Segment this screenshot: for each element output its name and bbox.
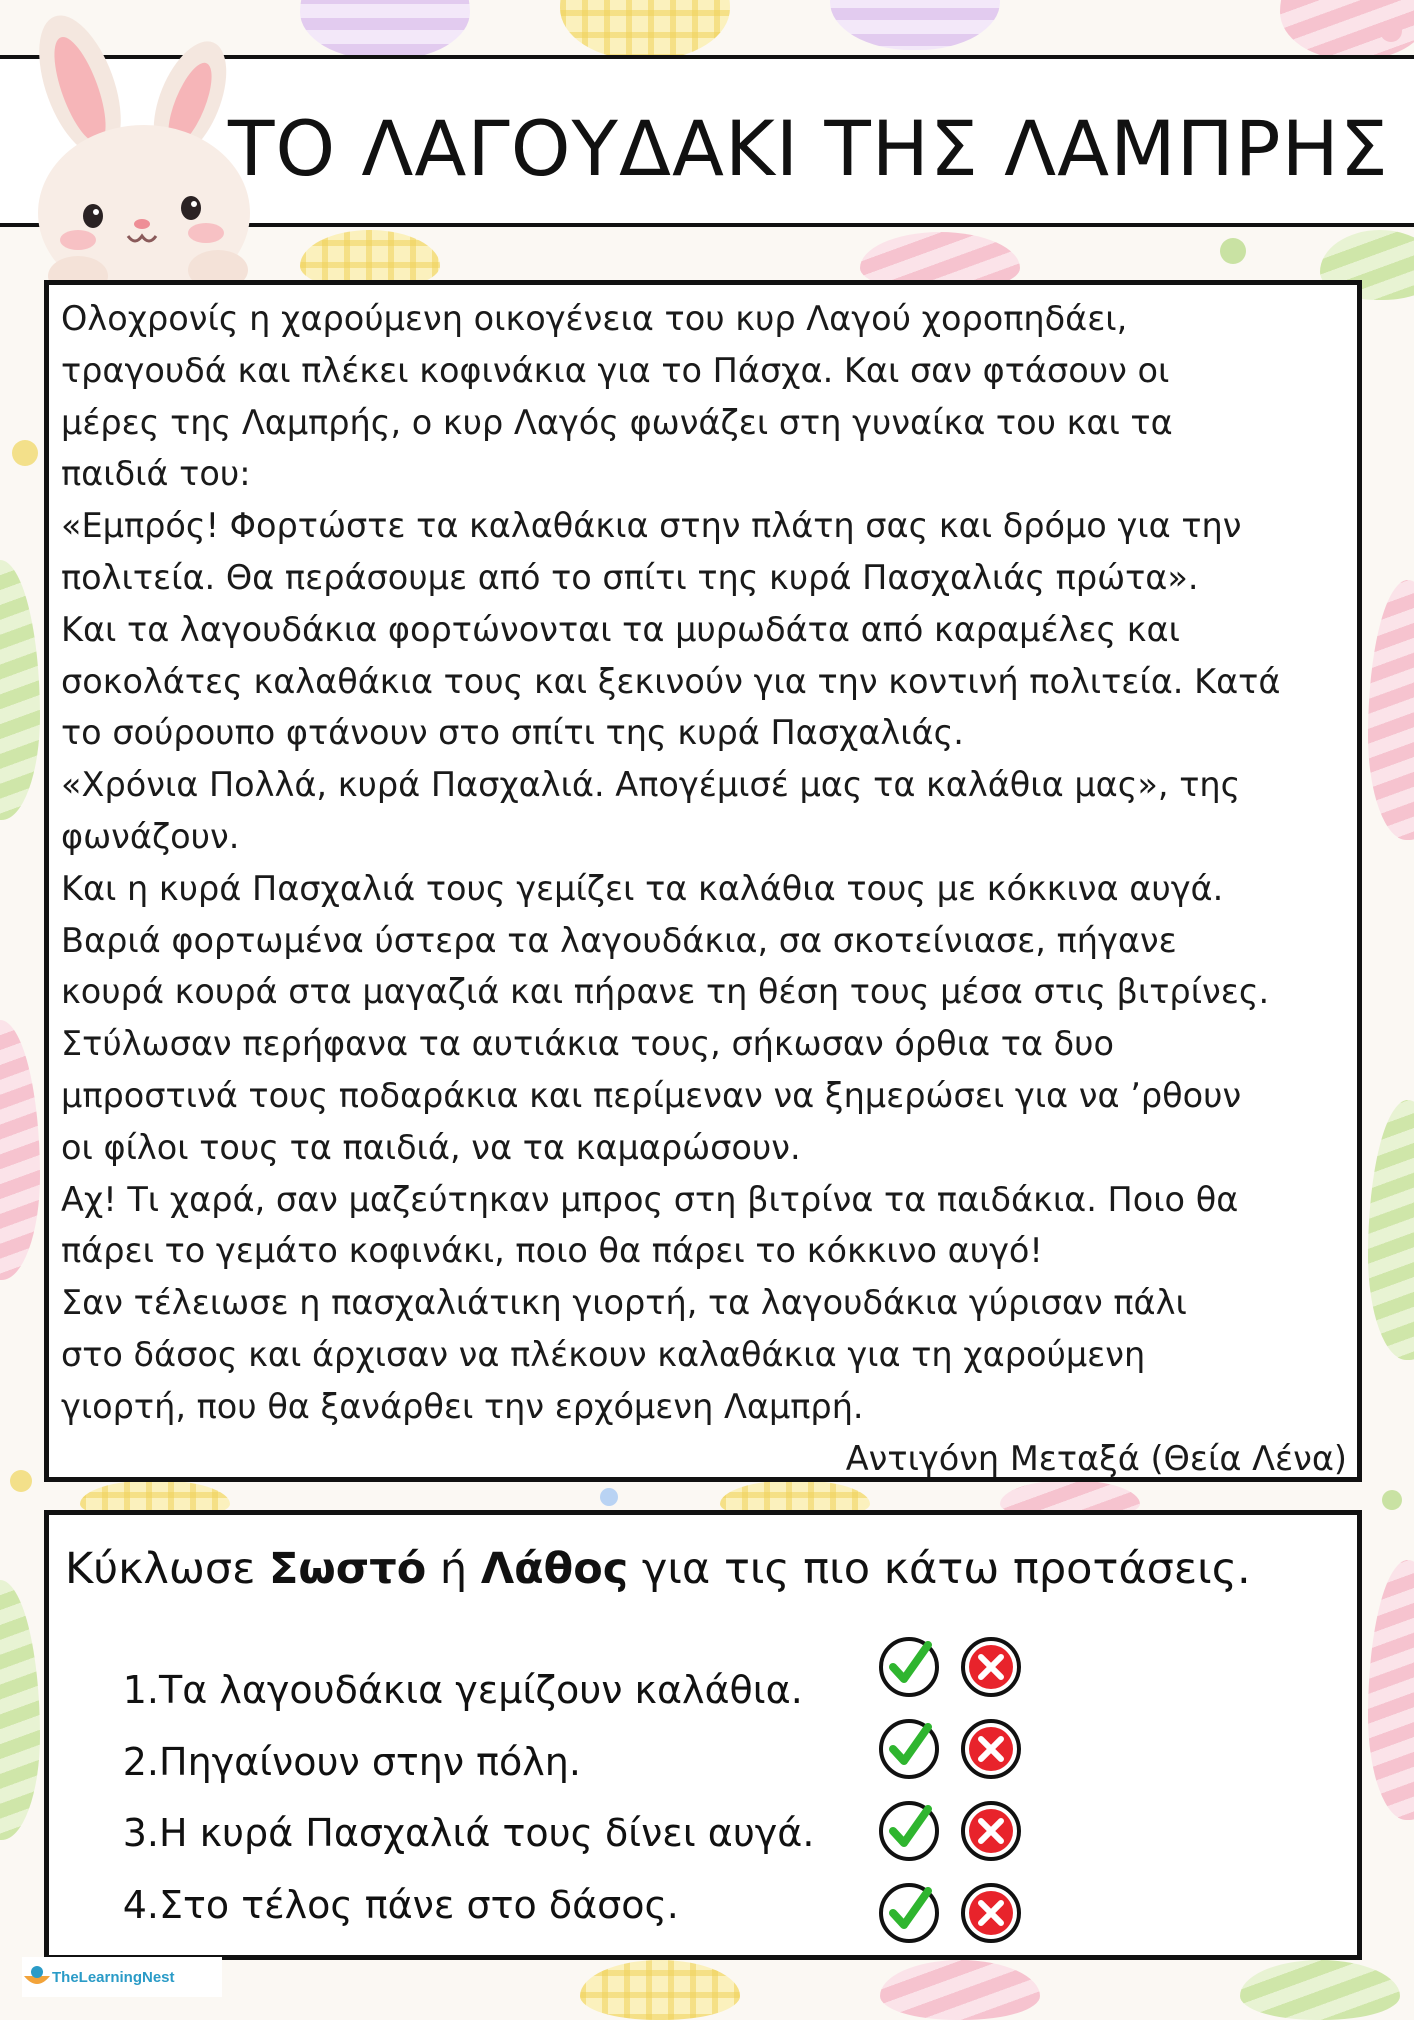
correct-check-icon[interactable] xyxy=(877,1633,941,1697)
story-line: γιορτή, που θα ξανάρθει την ερχόμενη Λαμπρή. xyxy=(61,1386,864,1426)
correct-check-icon[interactable] xyxy=(877,1797,941,1861)
story-line: Σαν τέλειωσε η πασχαλιάτικη γιορτή, τα λαγουδάκια γύρισαν πάλι xyxy=(61,1283,1187,1323)
nest-logo-icon xyxy=(22,1964,52,1990)
story-line: οι φίλοι τους τα παιδιά, να τα καμαρώσουν. xyxy=(61,1127,801,1167)
story-text xyxy=(61,293,1347,1433)
story-line: Βαριά φορτωμένα ύστερα τα λαγουδάκια, σα σκοτείνιασε, πήγανε xyxy=(61,920,1177,960)
story-line: «Χρόνια Πολλά, κυρά Πασχαλιά. Απογέμισέ μας τα καλάθια μας», της xyxy=(61,765,1241,805)
question-2: 2.Πηγαίνουν στην πόλη. xyxy=(122,1740,581,1784)
bunny-icon xyxy=(8,8,258,298)
correct-check-icon[interactable] xyxy=(877,1879,941,1943)
quiz-box xyxy=(44,1510,1362,1960)
story-line: φωνάζουν. xyxy=(61,816,240,856)
wrong-x-icon[interactable] xyxy=(959,1717,1023,1781)
story-line: πολιτεία. Θα περάσουμε από το σπίτι της κυρά Πασχαλιάς πρώτα». xyxy=(61,557,1199,597)
story-line: «Εμπρός! Φορτώστε τα καλαθάκια στην πλάτη σας και δρόμο για την xyxy=(61,506,1242,546)
quiz-instruction: Κύκλωσε Σωστό ή Λάθος για τις πιο κάτω προτάσεις. xyxy=(65,1544,1251,1594)
wrong-x-icon[interactable] xyxy=(959,1881,1023,1945)
question-1: 1.Τα λαγουδάκια γεμίζουν καλάθια. xyxy=(122,1668,803,1712)
correct-check-icon[interactable] xyxy=(877,1715,941,1779)
story-box xyxy=(44,280,1362,1482)
story-line: τραγουδά και πλέκει κοφινάκια για το Πάσχα. Και σαν φτάσουν οι xyxy=(61,350,1170,390)
story-line: μέρες της Λαμπρής, ο κυρ Λαγός φωνάζει στη γυναίκα του και τα xyxy=(61,402,1173,442)
story-line: κουρά κουρά στα μαγαζιά και πήρανε τη θέση τους μέσα στις βιτρίνες. xyxy=(61,972,1270,1012)
story-line: Στύλωσαν περήφανα τα αυτιάκια τους, σήκωσαν όρθια τα δυο xyxy=(61,1024,1114,1064)
story-line: Αχ! Τι χαρά, σαν μαζεύτηκαν μπρος στη βιτρίνα τα παιδάκια. Ποιο θα xyxy=(61,1179,1239,1219)
story-author: Αντιγόνη Μεταξά (Θεία Λένα) xyxy=(845,1438,1347,1478)
story-line: παιδιά του: xyxy=(61,454,251,494)
story-line: Και τα λαγουδάκια φορτώνονται τα μυρωδάτα από καραμέλες και xyxy=(61,609,1180,649)
story-line: στο δάσος και άρχισαν να πλέκουν καλαθάκια για τη χαρούμενη xyxy=(61,1334,1146,1374)
page-title: ΤΟ ΛΑΓΟΥΔΑΚΙ ΤΗΣ ΛΑΜΠΡΗΣ xyxy=(228,104,1389,193)
footer-logo: TheLearningNest xyxy=(22,1957,222,1997)
wrong-x-icon[interactable] xyxy=(959,1635,1023,1699)
story-line: μπροστινά τους ποδαράκια και περίμεναν να ξημερώσει για να ʼρθουν xyxy=(61,1075,1242,1115)
story-line: πάρει το γεμάτο κοφινάκι, ποιο θα πάρει το κόκκινο αυγό! xyxy=(61,1231,1043,1271)
story-line: Ολοχρονίς η χαρούμενη οικογένεια του κυρ Λαγού χοροπηδάει, xyxy=(61,299,1128,338)
story-line: το σούρουπο φτάνουν στο σπίτι της κυρά Πασχαλιάς. xyxy=(61,713,964,753)
question-4: 4.Στο τέλος πάνε στο δάσος. xyxy=(122,1883,679,1927)
story-line: σοκολάτες καλαθάκια τους και ξεκινούν για την κοντινή πολιτεία. Κατά xyxy=(61,661,1281,701)
wrong-x-icon[interactable] xyxy=(959,1799,1023,1863)
story-line: Και η κυρά Πασχαλιά τους γεμίζει τα καλάθια τους με κόκκινα αυγά. xyxy=(61,868,1224,908)
question-3: 3.Η κυρά Πασχαλιά τους δίνει αυγά. xyxy=(122,1811,815,1855)
